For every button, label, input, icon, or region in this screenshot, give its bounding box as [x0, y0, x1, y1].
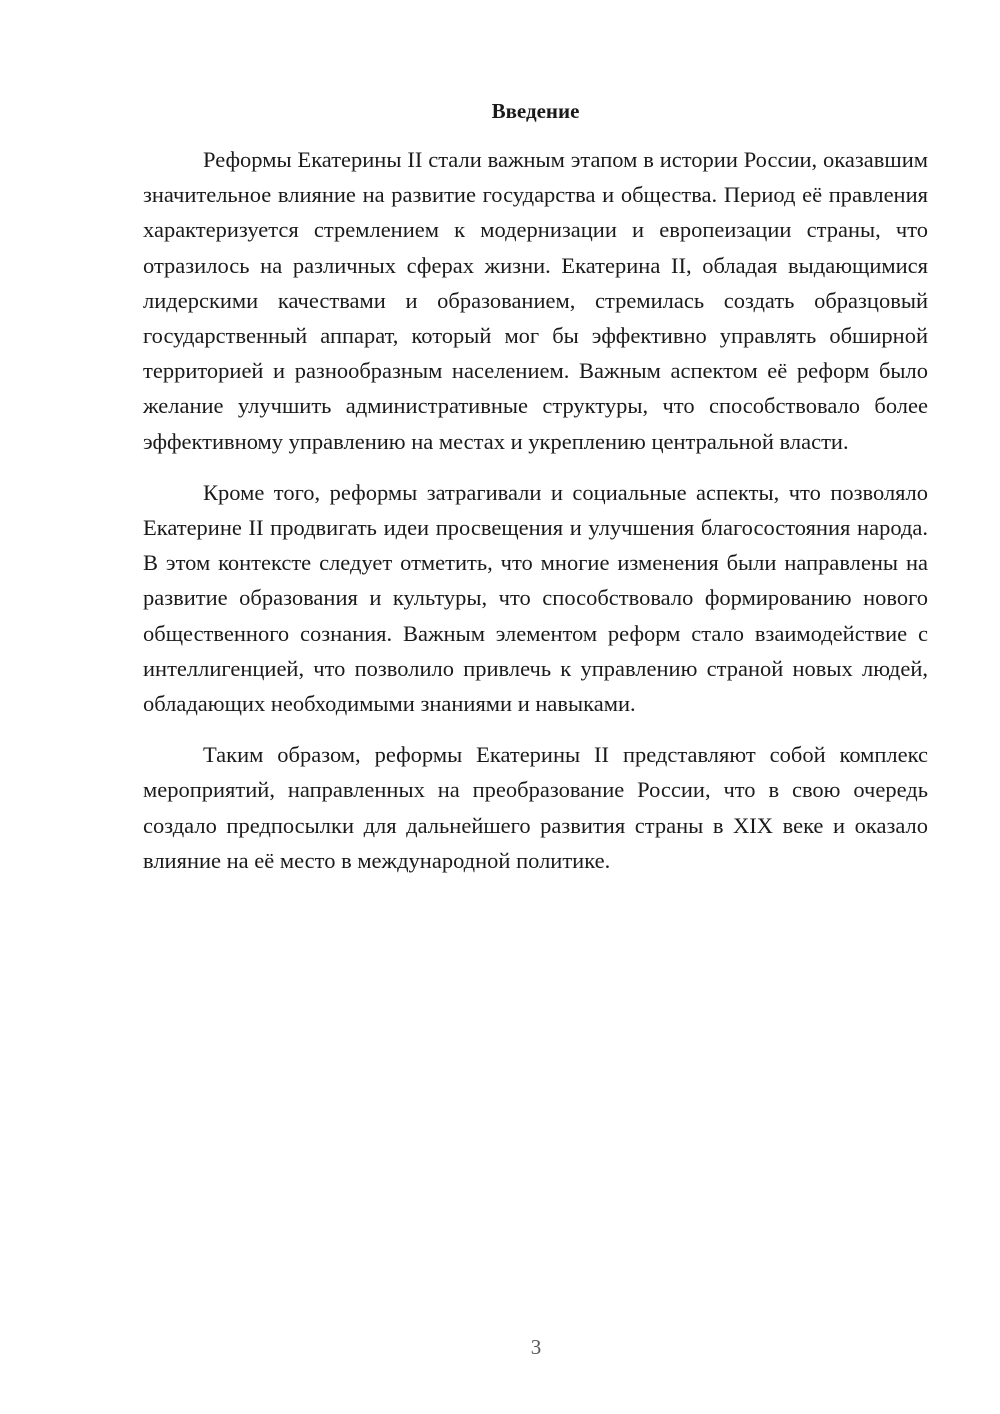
body-text: [143, 142, 928, 894]
page-number: 3: [530, 1335, 542, 1359]
section-heading: Введение: [491, 99, 580, 123]
paragraph-2: Кроме того, реформы затрагивали и социальные аспекты, что позволяло Екатерине II продвигать идеи просвещения и улучшения благосостояния народа. В этом контексте следует отметить, что многие изменения были направлены на развитие образования и культуры, что способствовало формированию нового общественного сознания. Важным элементом реформ стало взаимодействие с интеллигенцией, что позволило привлечь к управлению страной новых людей, обладающих необходимыми знаниями и навыками.: [143, 479, 928, 717]
paragraph-1: Реформы Екатерины II стали важным этапом в истории России, оказавшим значительное влияние на развитие государства и общества. Период её правления характеризуется стремлением к модернизации и европеизации страны, что отразилось на различных сферах жизни. Екатерина II, обладая выдающимися лидерскими качествами и образованием, стремилась создать образцовый государственный аппарат, который мог бы эффективно управлять обширной территорией и разнообразным населением. Важным аспектом её реформ было желание улучшить административные структуры, что способствовало более эффективному управлению на местах и укреплению центральной власти.: [143, 147, 928, 454]
paragraph-3: Таким образом, реформы Екатерины II представляют собой комплекс мероприятий, направленных на преобразование России, что в свою очередь создало предпосылки для дальнейшего развития страны в XIX веке и оказало влияние на её место в международной политике.: [143, 742, 928, 873]
